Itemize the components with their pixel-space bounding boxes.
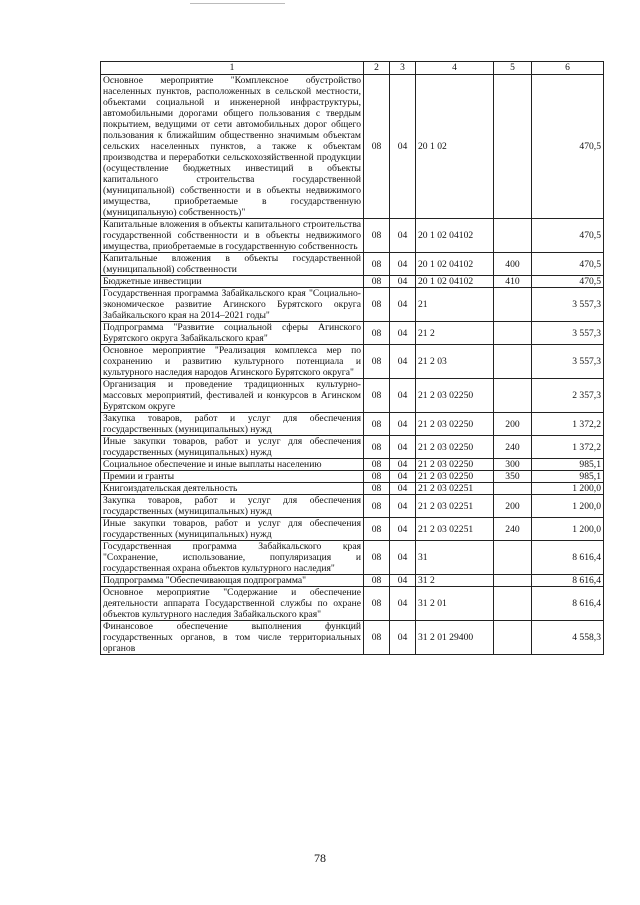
row-section: 08 xyxy=(364,413,390,436)
row-expense-type xyxy=(494,345,532,379)
row-subsection: 04 xyxy=(390,436,416,459)
row-expense-type xyxy=(494,621,532,655)
row-subsection: 04 xyxy=(390,495,416,518)
row-name: Основное мероприятие "Содержание и обеспечение деятельности аппарата Государственной службы по охране объектов культурного наследия Забайкальского края" xyxy=(101,587,364,621)
row-name: Организация и проведение традиционных культурно-массовых мероприятий, фестивалей и конкурсов в Агинском Бурятском округе xyxy=(101,379,364,413)
row-section: 08 xyxy=(364,621,390,655)
row-expense-type xyxy=(494,322,532,345)
table-row xyxy=(101,75,604,219)
row-target-article: 20 1 02 xyxy=(416,75,494,219)
row-section: 08 xyxy=(364,379,390,413)
row-name: Премии и гранты xyxy=(101,471,364,483)
row-expense-type xyxy=(494,575,532,587)
row-subsection: 04 xyxy=(390,621,416,655)
row-target-article: 21 2 03 02251 xyxy=(416,495,494,518)
table-row xyxy=(101,575,604,587)
row-section: 08 xyxy=(364,276,390,288)
row-section: 08 xyxy=(364,436,390,459)
row-name: Книгоиздательская деятельность xyxy=(101,483,364,495)
row-subsection: 04 xyxy=(390,575,416,587)
row-section: 08 xyxy=(364,75,390,219)
row-amount: 8 616,4 xyxy=(532,575,604,587)
row-expense-type: 240 xyxy=(494,436,532,459)
row-target-article: 31 xyxy=(416,541,494,575)
row-subsection: 04 xyxy=(390,471,416,483)
row-expense-type: 400 xyxy=(494,253,532,276)
table-row xyxy=(101,483,604,495)
row-amount: 1 200,0 xyxy=(532,483,604,495)
table-row xyxy=(101,219,604,253)
row-name: Подпрограмма "Развитие социальной сферы Агинского Бурятского округа Забайкальского края" xyxy=(101,322,364,345)
row-expense-type xyxy=(494,541,532,575)
row-name: Основное мероприятие "Комплексное обустройство населенных пунктов, расположенных в сельской местности, объектами социальной и инженерной инфраструктуры, автомобильными дорогами общего пользования с твердым покрытием, ведущими от сети автомобильных дорог общего пользования к ближайшим общественно значимым объектам сельских населенных пунктов, а также к объектам производства и переработки сельскохозяйственной продукции (осуществление бюджетных инвестиций в объекты капитального строительства государственной (муниципальной) собственности и в объекты недвижимого имущества, приобретаемые в государственную (муниципальную) собственность)" xyxy=(101,75,364,219)
row-name: Капитальные вложения в объекты государственной (муниципальной) собственности xyxy=(101,253,364,276)
row-amount: 470,5 xyxy=(532,276,604,288)
row-target-article: 31 2 01 xyxy=(416,587,494,621)
row-amount: 3 557,3 xyxy=(532,345,604,379)
row-section: 08 xyxy=(364,483,390,495)
row-amount: 8 616,4 xyxy=(532,587,604,621)
row-amount: 985,1 xyxy=(532,459,604,471)
row-subsection: 04 xyxy=(390,276,416,288)
row-name: Социальное обеспечение и иные выплаты населению xyxy=(101,459,364,471)
row-section: 08 xyxy=(364,471,390,483)
table-row xyxy=(101,587,604,621)
col-header-name: 1 xyxy=(101,62,364,75)
row-amount: 4 558,3 xyxy=(532,621,604,655)
row-expense-type: 410 xyxy=(494,276,532,288)
col-header-amount: 6 xyxy=(532,62,604,75)
row-expense-type: 350 xyxy=(494,471,532,483)
row-section: 08 xyxy=(364,587,390,621)
row-target-article: 31 2 01 29400 xyxy=(416,621,494,655)
row-subsection: 04 xyxy=(390,379,416,413)
row-subsection: 04 xyxy=(390,253,416,276)
row-subsection: 04 xyxy=(390,413,416,436)
row-name: Государственная программа Забайкальского края "Сохранение, использование, популяризация и государственная охрана объектов культурного наследия" xyxy=(101,541,364,575)
col-header-section: 2 xyxy=(364,62,390,75)
row-subsection: 04 xyxy=(390,483,416,495)
row-subsection: 04 xyxy=(390,541,416,575)
header-row xyxy=(101,62,604,75)
row-target-article: 21 xyxy=(416,288,494,322)
row-target-article: 21 2 03 02250 xyxy=(416,413,494,436)
table-row xyxy=(101,471,604,483)
table-row xyxy=(101,541,604,575)
row-name: Закупка товаров, работ и услуг для обеспечения государственных (муниципальных) нужд xyxy=(101,495,364,518)
table-row xyxy=(101,459,604,471)
row-target-article: 20 1 02 04102 xyxy=(416,219,494,253)
row-target-article: 21 2 03 02250 xyxy=(416,436,494,459)
row-name: Закупка товаров, работ и услуг для обеспечения государственных (муниципальных) нужд xyxy=(101,413,364,436)
row-section: 08 xyxy=(364,322,390,345)
row-expense-type xyxy=(494,75,532,219)
row-amount: 3 557,3 xyxy=(532,322,604,345)
row-subsection: 04 xyxy=(390,518,416,541)
row-expense-type xyxy=(494,379,532,413)
row-amount: 470,5 xyxy=(532,219,604,253)
row-name: Иные закупки товаров, работ и услуг для обеспечения государственных (муниципальных) нужд xyxy=(101,518,364,541)
table-row xyxy=(101,413,604,436)
row-name: Подпрограмма "Обеспечивающая подпрограмма" xyxy=(101,575,364,587)
row-target-article: 21 2 xyxy=(416,322,494,345)
row-section: 08 xyxy=(364,518,390,541)
table-row xyxy=(101,288,604,322)
row-name: Иные закупки товаров, работ и услуг для обеспечения государственных (муниципальных) нужд xyxy=(101,436,364,459)
row-target-article: 21 2 03 02250 xyxy=(416,471,494,483)
table-row xyxy=(101,253,604,276)
row-target-article: 21 2 03 02250 xyxy=(416,379,494,413)
table-row xyxy=(101,322,604,345)
row-expense-type xyxy=(494,483,532,495)
row-subsection: 04 xyxy=(390,459,416,471)
row-section: 08 xyxy=(364,345,390,379)
row-amount: 1 372,2 xyxy=(532,436,604,459)
table-row xyxy=(101,345,604,379)
table-body xyxy=(101,75,604,655)
col-header-target-article: 4 xyxy=(416,62,494,75)
row-expense-type: 200 xyxy=(494,413,532,436)
row-amount: 470,5 xyxy=(532,253,604,276)
row-section: 08 xyxy=(364,288,390,322)
table-row xyxy=(101,436,604,459)
row-target-article: 21 2 03 02250 xyxy=(416,459,494,471)
top-edge-line xyxy=(190,3,285,4)
page-number: 78 xyxy=(314,851,326,865)
row-section: 08 xyxy=(364,459,390,471)
budget-table xyxy=(100,61,604,655)
row-expense-type xyxy=(494,288,532,322)
row-amount: 3 557,3 xyxy=(532,288,604,322)
row-target-article: 21 2 03 02251 xyxy=(416,518,494,541)
row-target-article: 21 2 03 xyxy=(416,345,494,379)
row-section: 08 xyxy=(364,495,390,518)
table-row xyxy=(101,518,604,541)
row-name: Капитальные вложения в объекты капитального строительства государственной собственности и в объекты недвижимого имущества, приобретаемые в государственную собственность xyxy=(101,219,364,253)
table-row xyxy=(101,495,604,518)
row-name: Государственная программа Забайкальского края "Социально-экономическое развитие Агинского Бурятского округа Забайкальского края на 2014–2021 годы" xyxy=(101,288,364,322)
table-row xyxy=(101,621,604,655)
col-header-subsection: 3 xyxy=(390,62,416,75)
row-section: 08 xyxy=(364,541,390,575)
row-subsection: 04 xyxy=(390,322,416,345)
row-expense-type: 300 xyxy=(494,459,532,471)
row-amount: 8 616,4 xyxy=(532,541,604,575)
row-target-article: 20 1 02 04102 xyxy=(416,276,494,288)
col-header-expense-type: 5 xyxy=(494,62,532,75)
row-amount: 1 200,0 xyxy=(532,495,604,518)
row-section: 08 xyxy=(364,219,390,253)
row-target-article: 21 2 03 02251 xyxy=(416,483,494,495)
row-amount: 1 200,0 xyxy=(532,518,604,541)
row-subsection: 04 xyxy=(390,345,416,379)
row-amount: 1 372,2 xyxy=(532,413,604,436)
row-expense-type: 240 xyxy=(494,518,532,541)
table-row xyxy=(101,379,604,413)
row-section: 08 xyxy=(364,253,390,276)
row-section: 08 xyxy=(364,575,390,587)
row-name: Финансовое обеспечение выполнения функций государственных органов, в том числе территориальных органов xyxy=(101,621,364,655)
row-target-article: 31 2 xyxy=(416,575,494,587)
row-subsection: 04 xyxy=(390,587,416,621)
row-name: Основное мероприятие "Реализация комплекса мер по сохранению и развитию культурного потенциала и культурного наследия народов Агинского Бурятского округа" xyxy=(101,345,364,379)
row-expense-type xyxy=(494,219,532,253)
row-amount: 2 357,3 xyxy=(532,379,604,413)
table-row xyxy=(101,276,604,288)
row-name: Бюджетные инвестиции xyxy=(101,276,364,288)
row-expense-type: 200 xyxy=(494,495,532,518)
row-expense-type xyxy=(494,587,532,621)
row-subsection: 04 xyxy=(390,219,416,253)
row-subsection: 04 xyxy=(390,288,416,322)
row-subsection: 04 xyxy=(390,75,416,219)
row-target-article: 20 1 02 04102 xyxy=(416,253,494,276)
row-amount: 985,1 xyxy=(532,471,604,483)
row-amount: 470,5 xyxy=(532,75,604,219)
